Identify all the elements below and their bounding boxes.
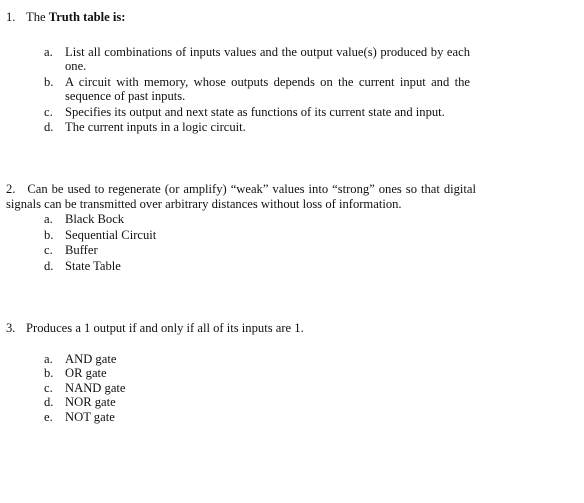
option-text: Black Bock — [65, 212, 125, 226]
option-text: NAND gate — [65, 380, 126, 395]
option-text: List all combinations of inputs values and the output value(s) produced by each one. — [65, 44, 470, 73]
question-text: Produces a 1 output if and only if all of its inputs are 1. — [26, 321, 304, 335]
option-letter: a. — [44, 44, 53, 59]
option-text: OR gate — [65, 366, 107, 380]
option-a — [44, 212, 476, 227]
question-stem — [6, 182, 476, 211]
option-list — [44, 352, 476, 425]
option-e — [44, 410, 476, 425]
option-letter: c. — [44, 104, 53, 119]
option-text: AND gate — [65, 351, 117, 366]
question-text-bold: Truth table is: — [48, 10, 126, 24]
option-c — [44, 105, 470, 120]
question-number: 2. — [6, 182, 16, 196]
option-list — [44, 45, 470, 135]
option-d — [44, 120, 470, 135]
option-d — [44, 395, 476, 410]
option-b — [44, 366, 476, 381]
option-list — [44, 212, 476, 273]
option-text: A circuit with memory, whose outputs depends on the current input and the sequence of past inputs. — [65, 74, 470, 103]
question-text-prefix: The — [26, 10, 49, 24]
option-letter: b. — [44, 227, 54, 242]
option-text: NOR gate — [65, 395, 116, 409]
option-letter: c. — [44, 243, 53, 257]
option-text: State Table — [65, 258, 121, 273]
option-text: Sequential Circuit — [65, 227, 157, 242]
question-2 — [6, 182, 476, 274]
option-letter: c. — [44, 380, 53, 395]
option-c — [44, 381, 476, 396]
option-letter: e. — [44, 409, 53, 424]
question-text — [26, 10, 476, 25]
option-letter: d. — [44, 120, 54, 134]
option-a — [44, 352, 476, 367]
option-text: NOT gate — [65, 409, 115, 424]
option-text: The current inputs in a logic circuit. — [65, 120, 246, 134]
question-number: 3. — [6, 321, 16, 335]
question-stem — [6, 321, 476, 336]
option-letter: a. — [44, 351, 53, 366]
question-text — [6, 182, 476, 211]
option-a — [44, 45, 470, 74]
option-b — [44, 228, 476, 243]
option-text: Buffer — [65, 243, 98, 257]
option-letter: d. — [44, 395, 54, 409]
option-d — [44, 259, 476, 274]
option-b — [44, 75, 470, 104]
option-letter: b. — [44, 366, 54, 380]
option-text: Specifies its output and next state as functions of its current state and input. — [65, 104, 445, 119]
question-3 — [6, 321, 476, 424]
question-number: 1. — [6, 10, 16, 24]
option-letter: a. — [44, 212, 53, 226]
question-text-body: Can be used to regenerate (or amplify) “weak” values into “strong” ones so that digital signals can be transmitted over arbitrary distances without loss of information. — [6, 182, 477, 211]
option-c — [44, 243, 476, 258]
option-letter: d. — [44, 258, 54, 273]
option-letter: b. — [44, 74, 54, 89]
question-1 — [6, 10, 476, 136]
question-stem — [6, 10, 476, 25]
